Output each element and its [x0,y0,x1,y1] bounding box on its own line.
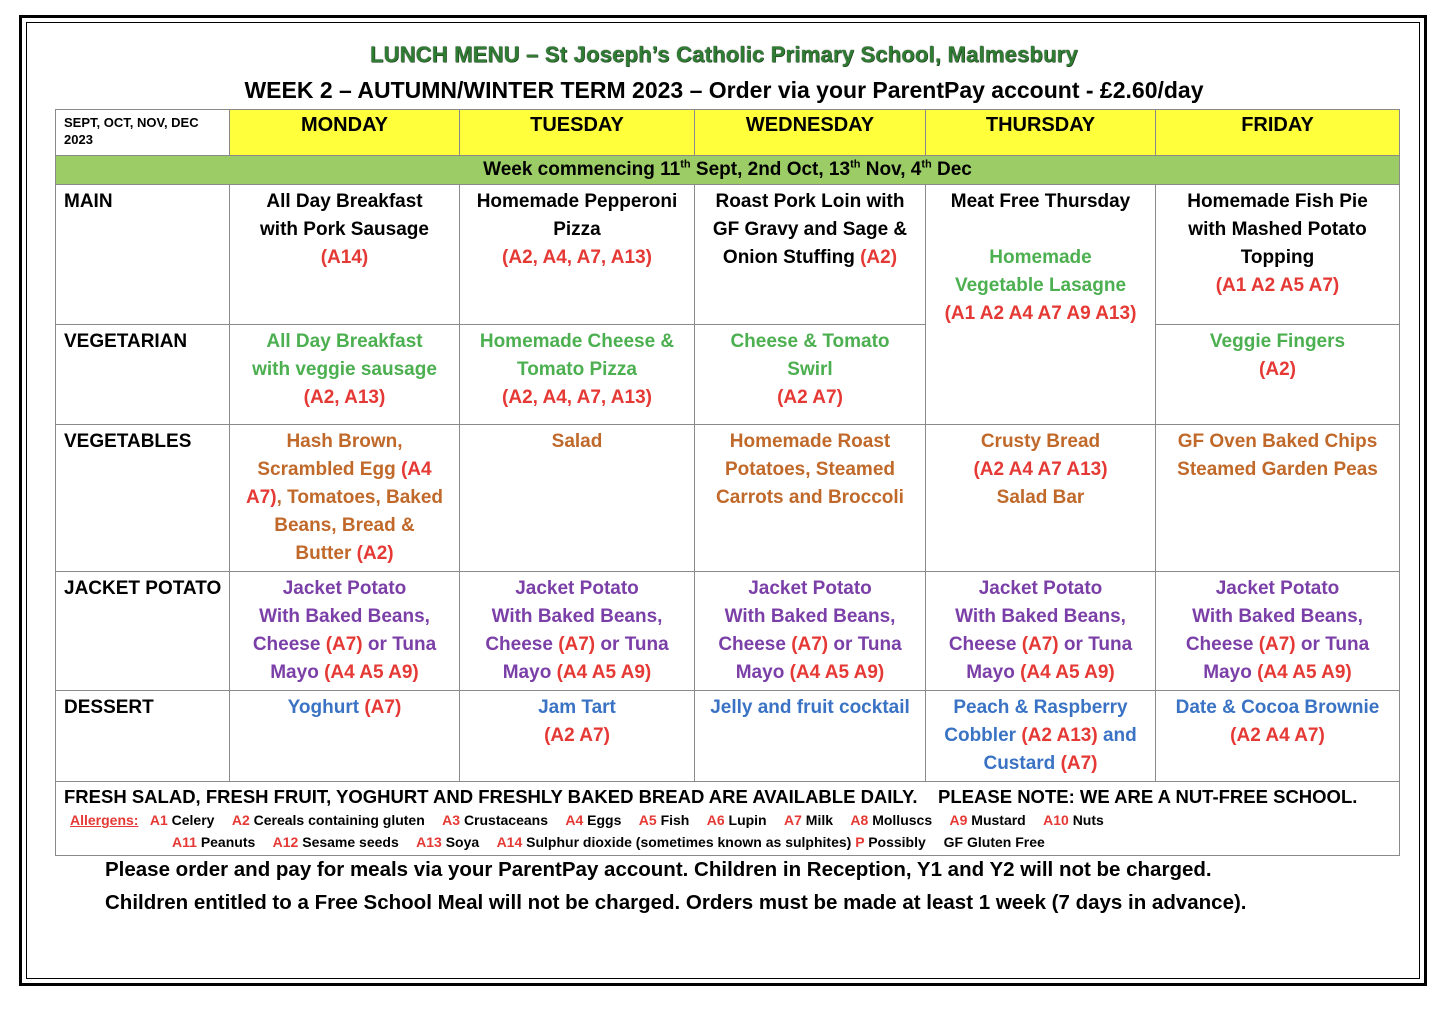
allergen-key-line-2: A11 Peanuts A12 Sesame seeds A13 Soya A14 Sulphur dioxide (sometimes known as sulphites) P Possibly GF Gluten Free [172,834,1045,850]
main-thursday: Meat Free Thursday Homemade Vegetable Lasagne (A1 A2 A4 A7 A9 A13) [926,185,1156,425]
dessert-monday: Yoghurt (A7) [230,691,460,782]
row-label-vegetarian: VEGETARIAN [56,325,230,425]
dessert-tuesday: Jam Tart (A2 A7) [460,691,695,782]
footer-row [56,782,1400,856]
row-label-dessert: DESSERT [56,691,230,782]
vegetables-thursday: Crusty Bread (A2 A4 A7 A13) Salad Bar [926,425,1156,572]
nut-free-note: PLEASE NOTE: WE ARE A NUT-FREE SCHOOL. [938,786,1358,807]
row-label-vegetables: VEGETABLES [56,425,230,572]
jacket-thursday: Jacket Potato With Baked Beans, Cheese (A7) or Tuna Mayo (A4 A5 A9) [926,572,1156,691]
allergens-title: Allergens: [70,812,139,828]
vegetables-friday: GF Oven Baked Chips Steamed Garden Peas [1156,425,1400,572]
jacket-tuesday: Jacket Potato With Baked Beans, Cheese (A7) or Tuna Mayo (A4 A5 A9) [460,572,695,691]
jacket-friday: Jacket Potato With Baked Beans, Cheese (A7) or Tuna Mayo (A4 A5 A9) [1156,572,1400,691]
footer-info [56,782,1400,856]
dessert-thursday: Peach & Raspberry Cobbler (A2 A13) and Custard (A7) [926,691,1156,782]
row-label-main: MAIN [56,185,230,325]
day-header-friday: FRIDAY [1156,110,1400,156]
vegetarian-row [56,325,1400,425]
dessert-row [56,691,1400,782]
vegetables-wednesday: Homemade Roast Potatoes, Steamed Carrots and Broccoli [695,425,926,572]
menu-title: LUNCH MENU – St Joseph’s Catholic Primary School, Malmesbury [369,42,1078,67]
dessert-wednesday: Jelly and fruit cocktail [695,691,926,782]
day-header-tuesday: TUESDAY [460,110,695,156]
main-tuesday: Homemade Pepperoni Pizza (A2, A4, A7, A13) [460,185,695,325]
main-wednesday: Roast Pork Loin with GF Gravy and Sage & Onion Stuffing (A2) [695,185,926,325]
day-header-wednesday: WEDNESDAY [695,110,926,156]
term-label: SEPT, OCT, NOV, DEC 2023 [56,110,230,156]
dessert-friday: Date & Cocoa Brownie (A2 A4 A7) [1156,691,1400,782]
day-header-monday: MONDAY [230,110,460,156]
main-monday: All Day Breakfast with Pork Sausage (A14) [230,185,460,325]
vegetables-monday: Hash Brown, Scrambled Egg (A4 A7), Tomatoes, Baked Beans, Bread & Butter (A2) [230,425,460,572]
menu-subtitle: WEEK 2 – AUTUMN/WINTER TERM 2023 – Order via your ParentPay account - £2.60/day [244,77,1204,103]
main-row [56,185,1400,325]
free-meal-note: Children entitled to a Free School Meal will not be charged. Orders must be made at least 1 week (7 days in advance). [105,891,1247,914]
vegetarian-friday: Veggie Fingers (A2) [1156,325,1400,425]
jacket-wednesday: Jacket Potato With Baked Beans, Cheese (A7) or Tuna Mayo (A4 A5 A9) [695,572,926,691]
vegetables-row [56,425,1400,572]
day-header-thursday: THURSDAY [926,110,1156,156]
ordering-note: Please order and pay for meals via your ParentPay account. Children in Reception, Y1 and Y2 will not be charged. [105,858,1212,881]
vegetarian-monday: All Day Breakfast with veggie sausage (A2, A13) [230,325,460,425]
menu-table [55,109,1400,856]
jacket-potato-row [56,572,1400,691]
vegetarian-wednesday: Cheese & Tomato Swirl (A2 A7) [695,325,926,425]
vegetables-tuesday: Salad [460,425,695,572]
daily-availability-note: FRESH SALAD, FRESH FRUIT, YOGHURT AND FRESHLY BAKED BREAD ARE AVAILABLE DAILY. [64,786,918,807]
vegetarian-tuesday: Homemade Cheese & Tomato Pizza (A2, A4, A7, A13) [460,325,695,425]
header-row [56,110,1400,156]
allergen-key-line-1: Allergens: A1 Celery A2 Cereals containing gluten A3 Crustaceans A4 Eggs A5 Fish A6 Lupin A7 Milk A8 Molluscs A9 Mustard A10 Nuts [70,812,1104,828]
week-commencing: Week commencing 11th Sept, 2nd Oct, 13th Nov, 4th Dec [56,156,1400,185]
jacket-monday: Jacket Potato With Baked Beans, Cheese (A7) or Tuna Mayo (A4 A5 A9) [230,572,460,691]
week-commencing-row [56,156,1400,185]
main-friday: Homemade Fish Pie with Mashed Potato Topping (A1 A2 A5 A7) [1156,185,1400,325]
row-label-jacket-potato: JACKET POTATO [56,572,230,691]
